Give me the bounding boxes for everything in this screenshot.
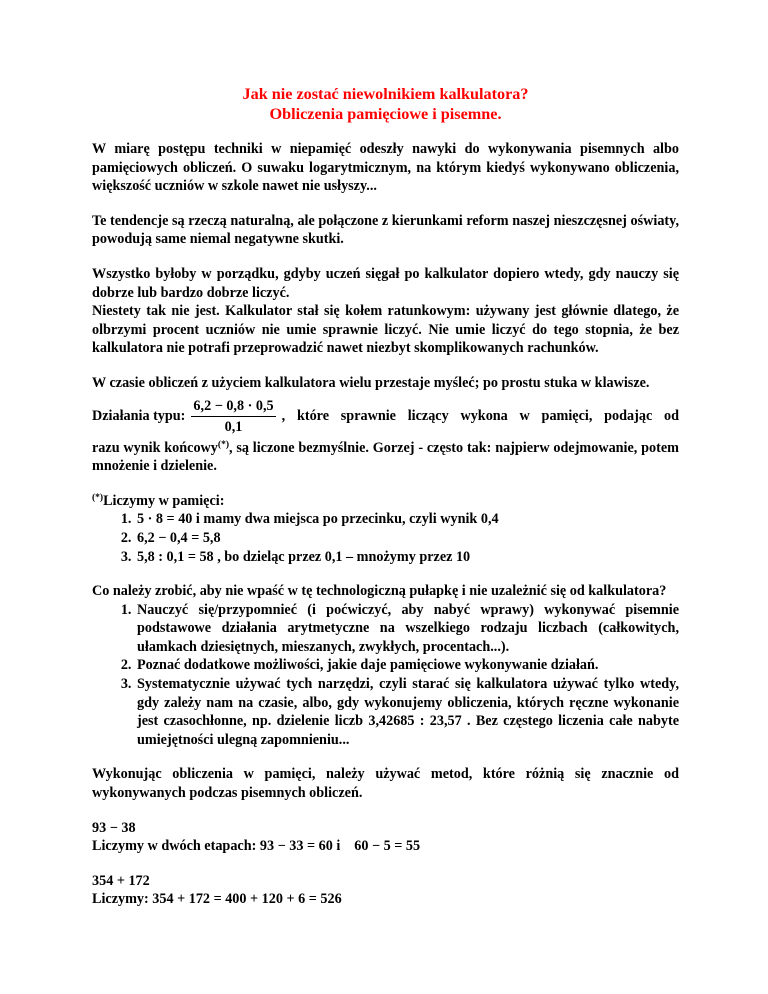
footnote-step: 3. 5,8 : 0,1 = 58 , bo dzieląc przez 0,1 – mnożymy przez 10 xyxy=(135,548,679,567)
calc-c-end: , są liczone bezmyślnie. Gorzej - często tak: najpierw odejmowanie, potem mnożenie i dzielenie. xyxy=(92,439,679,475)
paragraph-order-b: Niestety tak nie jest. Kalkulator stał się kołem ratunkowym: używany jest głównie dlatego, że olbrzymi procent uczniów nie umie sprawnie liczyć. Nie umie liczyć do tego stopnia, że bez kalkulatora nie potrafi przeprowadzić nawet niezbyt skomplikowanych rachunków. xyxy=(92,303,679,357)
paragraph-calc-c xyxy=(92,439,679,476)
advice-question: Co należy zrobić, aby nie wpaść w tę technologiczną pułapkę i nie uzależnić się od kalkulatora? xyxy=(92,583,667,600)
footnote-step: 1. 5 · 8 = 40 i mamy dwa miejsca po przecinku, czyli wynik 0,4 xyxy=(135,510,679,529)
formula-after: , które sprawnie liczący wykona w pamięci, podając od xyxy=(281,408,679,425)
footnote-heading-line xyxy=(92,492,679,511)
paragraph-order-a: Wszystko byłoby w porządku, gdyby uczeń sięgał po kalkulator dopiero wtedy, gdy nauczy się dobrze lub bardzo dobrze liczyć. xyxy=(92,265,679,301)
title-line-1: Jak nie zostać niewolnikiem kalkulatora? xyxy=(242,85,529,103)
paragraph-calc-a: W czasie obliczeń z użyciem kalkulatora wielu przestaje myśleć; po prostu stuka w klawisze. xyxy=(92,374,650,391)
footnote-step: 2. 6,2 − 0,4 = 5,8 xyxy=(135,529,679,548)
example-1-expression: 93 − 38 xyxy=(92,819,136,836)
formula-prefix: Działania typu: xyxy=(92,408,186,425)
document-page xyxy=(92,84,679,909)
advice-block xyxy=(92,582,679,749)
advice-item: 1. Nauczyć się/przypomnieć (i poćwiczyć, aby nabyć wprawy) wykonywać pisemnie podstawowe działania arytmetyczne na wszelkiego rodzaju liczbach (całkowitych, ułamkach dziesiętnych, mieszanych, zwykłych, procentach...). xyxy=(135,601,679,657)
fraction-formula xyxy=(191,397,275,436)
example-1-line-b: 60 − 5 = 55 xyxy=(354,838,421,855)
advice-list xyxy=(92,601,679,750)
calc-c-start: razu wynik końcowy xyxy=(92,439,218,456)
example-1-line: Liczymy w dwóch etapach: 93 − 33 = 60 i xyxy=(92,838,341,855)
advice-item: 3. Systematycznie używać tych narzędzi, czyli starać się kalkulatora używać tylko wtedy, gdy zależy nam na czasie, albo, gdy wykonujemy obliczenia, których ręczne wykonanie jest czasochłonne, np. dzielenie liczb 3,42685 : 23,57 . Bez częstego liczenia całe nabyte umiejętności ulegną zapomnieniu... xyxy=(135,675,679,749)
methods-intro: Wykonując obliczenia w pamięci, należy używać metod, które różnią się znacznie od wykonywanych podczas pisemnych obliczeń. xyxy=(92,766,679,802)
document-title xyxy=(92,84,679,124)
footnote-marker-ref: (*) xyxy=(217,439,229,450)
paragraph-tendencies: Te tendencje są rzeczą naturalną, ale połączone z kierunkami reform naszej nieszczęsnej oświaty, powodują same niemal negatywne skutki. xyxy=(92,212,679,248)
title-line-2: Obliczenia pamięciowe i pisemne. xyxy=(269,105,502,123)
formula-line xyxy=(92,395,679,439)
paragraph-intro: W miarę postępu techniki w niepamięć odeszły nawyki do wykonywania pisemnych albo pamięciowych obliczeń. O suwaku logarytmicznym, na którym kiedyś wykonywano obliczenia, większość uczniów w szkole nawet nie usłyszy... xyxy=(92,141,679,195)
fraction-numerator: 6,2 − 0,8 · 0,5 xyxy=(191,397,275,417)
footnote-block xyxy=(92,492,679,566)
footnote-heading: Liczymy w pamięci: xyxy=(103,492,225,509)
advice-item: 2. Poznać dodatkowe możliwości, jakie daje pamięciowe wykonywanie działań. xyxy=(135,656,679,675)
example-2-solution: Liczymy: 354 + 172 = 400 + 120 + 6 = 526 xyxy=(92,891,342,908)
fraction-denominator: 0,1 xyxy=(224,419,243,436)
footnote-marker: (*) xyxy=(92,492,104,503)
example-2-expression: 354 + 172 xyxy=(92,872,150,889)
example-1-solution xyxy=(92,837,679,856)
footnote-steps xyxy=(92,510,679,566)
